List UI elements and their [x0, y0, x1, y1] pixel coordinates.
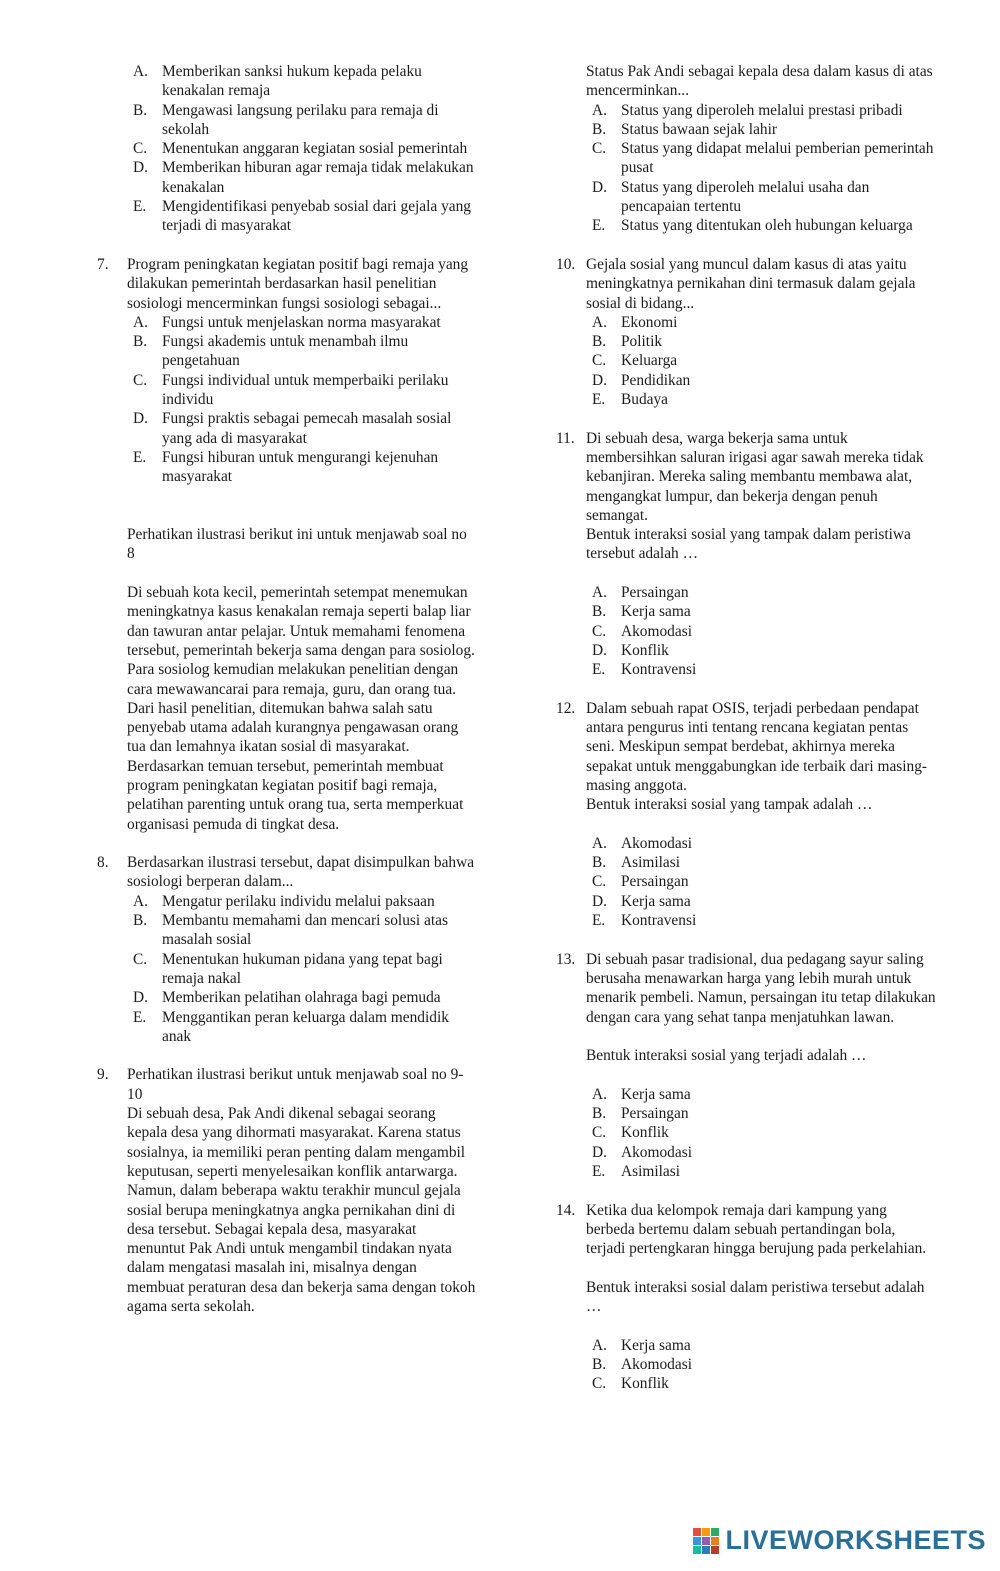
logo-square	[711, 1528, 719, 1536]
option-letter: D.	[592, 892, 607, 910]
question-number: 11.	[556, 429, 575, 447]
option-letter: D.	[592, 641, 607, 659]
q8-intro: Perhatikan ilustrasi berikut ini untuk menjawab soal no 8	[127, 526, 467, 563]
option-letter: C.	[133, 950, 148, 968]
option-text: Menentukan anggaran kegiatan sosial pemerintah	[162, 140, 468, 158]
option-text: Politik	[621, 333, 663, 351]
question-14	[556, 1201, 936, 1317]
answer-option	[586, 120, 936, 139]
question-7	[97, 255, 477, 313]
option-text: Status bawaan sejak lahir	[621, 120, 777, 138]
answer-option	[556, 1336, 936, 1355]
answer-option	[97, 448, 477, 487]
answer-option	[556, 390, 936, 409]
question-number: 14.	[556, 1201, 576, 1219]
option-text: Akomodasi	[621, 1355, 692, 1373]
option-letter: B.	[592, 1105, 607, 1123]
logo-square	[693, 1537, 701, 1545]
option-letter: C.	[592, 1124, 607, 1142]
option-letter: E.	[592, 391, 606, 409]
option-letter: C.	[592, 1375, 607, 1393]
option-letter: E.	[592, 217, 606, 235]
question-9-continued	[556, 62, 936, 236]
right-column	[556, 62, 936, 1393]
answer-option	[97, 371, 477, 410]
logo-square	[693, 1546, 701, 1554]
answer-option	[586, 216, 936, 235]
answer-option	[556, 1085, 936, 1104]
question-8	[97, 853, 477, 892]
q13-options	[556, 1085, 936, 1181]
option-text: Konflik	[621, 641, 669, 659]
answer-option	[97, 950, 477, 989]
logo-mark-icon	[693, 1528, 719, 1554]
answer-option	[97, 313, 477, 332]
option-letter: A.	[592, 313, 607, 331]
option-text: Kontravensi	[621, 912, 697, 930]
option-text: Konflik	[621, 1375, 669, 1393]
question-number: 7.	[97, 255, 109, 273]
option-text: Asimilasi	[621, 1162, 680, 1180]
option-text: Kerja sama	[621, 603, 691, 621]
option-text: Asimilasi	[621, 854, 680, 872]
option-text: Kerja sama	[621, 1336, 691, 1354]
option-text: Persaingan	[621, 873, 689, 891]
answer-option	[556, 892, 936, 911]
option-text: Fungsi hiburan untuk mengurangi kejenuhan masyarakat	[162, 448, 439, 486]
answer-option	[97, 1008, 477, 1047]
option-letter: B.	[592, 333, 607, 351]
question-number: 9.	[97, 1066, 109, 1084]
option-text: Menentukan hukuman pidana yang tepat bagi remaja nakal	[162, 950, 443, 987]
option-letter: E.	[133, 198, 147, 216]
option-text: Akomodasi	[621, 834, 692, 852]
option-letter: B.	[592, 1355, 607, 1373]
logo-text: LIVEWORKSHEETS	[725, 1525, 986, 1556]
q6-options	[97, 62, 477, 236]
answer-option	[586, 101, 936, 120]
q12-options	[556, 834, 936, 930]
question-13	[556, 950, 936, 1066]
left-column	[97, 62, 477, 1316]
option-letter: A.	[592, 1336, 607, 1354]
q9-options	[586, 101, 936, 236]
answer-option	[586, 178, 936, 217]
option-text: Budaya	[621, 391, 669, 409]
option-letter: B.	[133, 101, 148, 119]
option-text: Kontravensi	[621, 661, 697, 679]
logo-square	[702, 1546, 710, 1554]
option-text: Memberikan sanksi hukum kepada pelaku kenakalan remaja	[162, 63, 422, 100]
question-stem: Gejala sosial yang muncul dalam kasus di atas yaitu meningkatnya pernikahan dini termasuk dalam gejala sosial di bidang...	[586, 255, 916, 312]
answer-option	[556, 1123, 936, 1142]
answer-option	[556, 1143, 936, 1162]
question-prompt: Bentuk interaksi sosial dalam peristiwa tersebut adalah …	[586, 1278, 925, 1315]
logo-square	[711, 1537, 719, 1545]
option-text: Pendidikan	[621, 371, 691, 389]
option-letter: A.	[133, 63, 148, 80]
option-letter: A.	[592, 101, 607, 119]
option-letter: A.	[592, 1085, 607, 1103]
question-9	[97, 1065, 477, 1316]
question-prompt: Bentuk interaksi sosial yang tampak dalam peristiwa tersebut adalah …	[586, 526, 911, 563]
option-text: Status yang didapat melalui pemberian pemerintah pusat	[621, 140, 934, 177]
option-letter: E.	[592, 661, 606, 679]
answer-option	[97, 409, 477, 448]
answer-option	[97, 62, 477, 101]
answer-option	[556, 641, 936, 660]
option-letter: A.	[133, 892, 148, 910]
question-stem: Status Pak Andi sebagai kepala desa dalam kasus di atas mencerminkan...	[586, 63, 933, 100]
option-text: Kerja sama	[621, 892, 691, 910]
answer-option	[556, 853, 936, 872]
question-stem: Berdasarkan ilustrasi tersebut, dapat disimpulkan bahwa sosiologi berperan dalam...	[127, 854, 475, 891]
option-text: Fungsi untuk menjelaskan norma masyarakat	[162, 313, 441, 331]
logo-square	[711, 1546, 719, 1554]
question-number: 12.	[556, 699, 576, 717]
answer-option	[556, 583, 936, 602]
question-prompt: Bentuk interaksi sosial yang tampak adalah …	[586, 796, 873, 814]
option-letter: C.	[133, 140, 148, 158]
question-number: 8.	[97, 854, 109, 872]
answer-option	[556, 622, 936, 641]
option-letter: A.	[592, 584, 607, 602]
q14-options	[556, 1336, 936, 1394]
logo-square	[693, 1528, 701, 1536]
answer-option	[556, 872, 936, 891]
option-letter: D.	[133, 410, 148, 428]
question-number: 13.	[556, 950, 576, 968]
answer-option	[556, 313, 936, 332]
option-letter: A.	[133, 313, 148, 331]
option-text: Kerja sama	[621, 1085, 691, 1103]
answer-option	[97, 101, 477, 140]
q8-passage: Di sebuah kota kecil, pemerintah setempat menemukan meningkatnya kasus kenakalan remaja seperti balap liar dan tawuran antar pelajar. Untuk memahami fenomena tersebut, pemerintah bekerja sama dengan para sosiolog. Para sosiolog kemudian melakukan penelitian dengan cara mewawancarai para remaja, guru, dan orang tua. Dari hasil penelitian, ditemukan bahwa salah satu penyebab utama adalah kurangnya pengawasan orang tua dan lemahnya ikatan sosial di masyarakat. Berdasarkan temuan tersebut, pemerintah membuat program peningkatan kegiatan positif bagi remaja, pelatihan parenting untuk orang tua, serta memperkuat organisasi pemuda di tingkat desa.	[127, 584, 475, 833]
answer-option	[97, 332, 477, 371]
option-letter: C.	[592, 622, 607, 640]
option-text: Membantu memahami dan mencari solusi atas masalah sosial	[162, 912, 448, 949]
option-text: Akomodasi	[621, 622, 692, 640]
answer-option	[556, 1374, 936, 1393]
answer-option	[97, 988, 477, 1007]
q11-options	[556, 583, 936, 679]
question-stem: Ketika dua kelompok remaja dari kampung yang berbeda bertemu dalam sebuah pertandingan bola, terjadi pertengkaran hingga berujung pada perkelahian.	[586, 1201, 927, 1258]
option-letter: C.	[133, 371, 148, 389]
option-letter: D.	[133, 989, 148, 1007]
question-11	[556, 429, 936, 564]
q8-options	[97, 892, 477, 1046]
option-text: Akomodasi	[621, 1143, 692, 1161]
option-letter: D.	[592, 178, 607, 196]
option-letter: B.	[133, 912, 148, 930]
option-letter: C.	[592, 873, 607, 891]
answer-option	[556, 660, 936, 679]
answer-option	[97, 197, 477, 236]
option-letter: D.	[133, 159, 148, 177]
option-text: Mengidentifikasi penyebab sosial dari gejala yang terjadi di masyarakat	[162, 198, 472, 235]
option-text: Menggantikan peran keluarga dalam mendidik anak	[162, 1008, 449, 1045]
option-letter: B.	[592, 120, 607, 138]
question-stem: Di sebuah desa, warga bekerja sama untuk membersihkan saluran irigasi agar sawah mereka tidak kebanjiran. Mereka saling membantu membawa alat, mengangkat lumpur, dan bekerja dengan penuh semangat.	[586, 429, 924, 524]
option-letter: A.	[592, 834, 607, 852]
option-letter: E.	[592, 912, 606, 930]
option-letter: C.	[592, 140, 607, 158]
option-text: Persaingan	[621, 1105, 689, 1123]
option-letter: B.	[592, 854, 607, 872]
answer-option	[556, 602, 936, 621]
option-letter: D.	[592, 1143, 607, 1161]
option-text: Ekonomi	[621, 313, 678, 331]
option-text: Memberikan hiburan agar remaja tidak melakukan kenakalan	[162, 159, 474, 196]
answer-option	[97, 892, 477, 911]
question-prompt: Bentuk interaksi sosial yang terjadi adalah …	[586, 1047, 867, 1065]
answer-option	[556, 1162, 936, 1181]
option-letter: C.	[592, 352, 607, 370]
question-stem: Di sebuah pasar tradisional, dua pedagang sayur saling berusaha menawarkan harga yang lebih murah untuk menarik pembeli. Namun, persaingan itu tetap dilakukan dengan cara yang sehat tanpa menjatuhkan lawan.	[586, 950, 936, 1026]
question-stem: Dalam sebuah rapat OSIS, terjadi perbedaan pendapat antara pengurus inti tentang rencana kegiatan pentas seni. Meskipun sempat berdebat, akhirnya mereka sepakat untuk menggabungkan ide terbaik dari masing-masing anggota.	[586, 699, 928, 794]
logo-square	[702, 1537, 710, 1545]
option-letter: E.	[592, 1162, 606, 1180]
option-text: Persaingan	[621, 584, 689, 602]
option-text: Fungsi praktis sebagai pemecah masalah sosial yang ada di masyarakat	[162, 410, 452, 447]
answer-option	[97, 911, 477, 950]
answer-option	[556, 911, 936, 930]
answer-option	[556, 351, 936, 370]
option-text: Keluarga	[621, 352, 678, 370]
answer-option	[556, 1355, 936, 1374]
answer-option	[97, 139, 477, 158]
option-letter: D.	[592, 371, 607, 389]
option-text: Status yang ditentukan oleh hubungan keluarga	[621, 217, 913, 235]
option-text: Mengatur perilaku individu melalui paksaan	[162, 892, 435, 910]
question-stem: Program peningkatan kegiatan positif bagi remaja yang dilakukan pemerintah berdasarkan hasil penelitian sosiologi mencerminkan fungsi sosiologi sebagai...	[127, 255, 469, 312]
liveworksheets-logo[interactable]	[693, 1524, 986, 1558]
option-text: Fungsi akademis untuk menambah ilmu pengetahuan	[162, 333, 409, 370]
option-text: Status yang diperoleh melalui prestasi pribadi	[621, 101, 903, 119]
answer-option	[556, 834, 936, 853]
option-letter: B.	[133, 333, 148, 351]
q10-options	[556, 313, 936, 409]
question-12	[556, 699, 936, 815]
option-text: Status yang diperoleh melalui usaha dan pencapaian tertentu	[621, 178, 870, 216]
option-text: Memberikan pelatihan olahraga bagi pemuda	[162, 989, 441, 1007]
option-letter: E.	[133, 448, 147, 466]
answer-option	[556, 332, 936, 351]
answer-option	[556, 1104, 936, 1123]
question-10	[556, 255, 936, 313]
question-intro: Perhatikan ilustrasi berikut untuk menjawab soal no 9-10	[127, 1066, 464, 1103]
logo-square	[702, 1528, 710, 1536]
option-letter: B.	[592, 603, 607, 621]
q7-options	[97, 313, 477, 487]
question-passage: Di sebuah desa, Pak Andi dikenal sebagai seorang kepala desa yang dihormati masyarakat. Karena status sosialnya, ia memiliki peran penting dalam mengambil keputusan, seperti menyelesaikan konflik antarwarga. Namun, dalam beberapa waktu terakhir muncul gejala sosial berupa meningkatnya angka pernikahan dini di desa tersebut. Sebagai kepala desa, masyarakat menuntut Pak Andi untuk mengambil tindakan nyata dalam mengatasi masalah ini, misalnya dengan membuat peraturan desa dan bekerja sama dengan tokoh agama serta sekolah.	[127, 1105, 476, 1315]
answer-option	[586, 139, 936, 178]
option-text: Mengawasi langsung perilaku para remaja di sekolah	[162, 101, 439, 138]
option-letter: E.	[133, 1008, 147, 1026]
answer-option	[97, 158, 477, 197]
answer-option	[556, 371, 936, 390]
option-text: Konflik	[621, 1124, 669, 1142]
question-number: 10.	[556, 255, 576, 273]
option-text: Fungsi individual untuk memperbaiki perilaku individu	[162, 371, 449, 409]
